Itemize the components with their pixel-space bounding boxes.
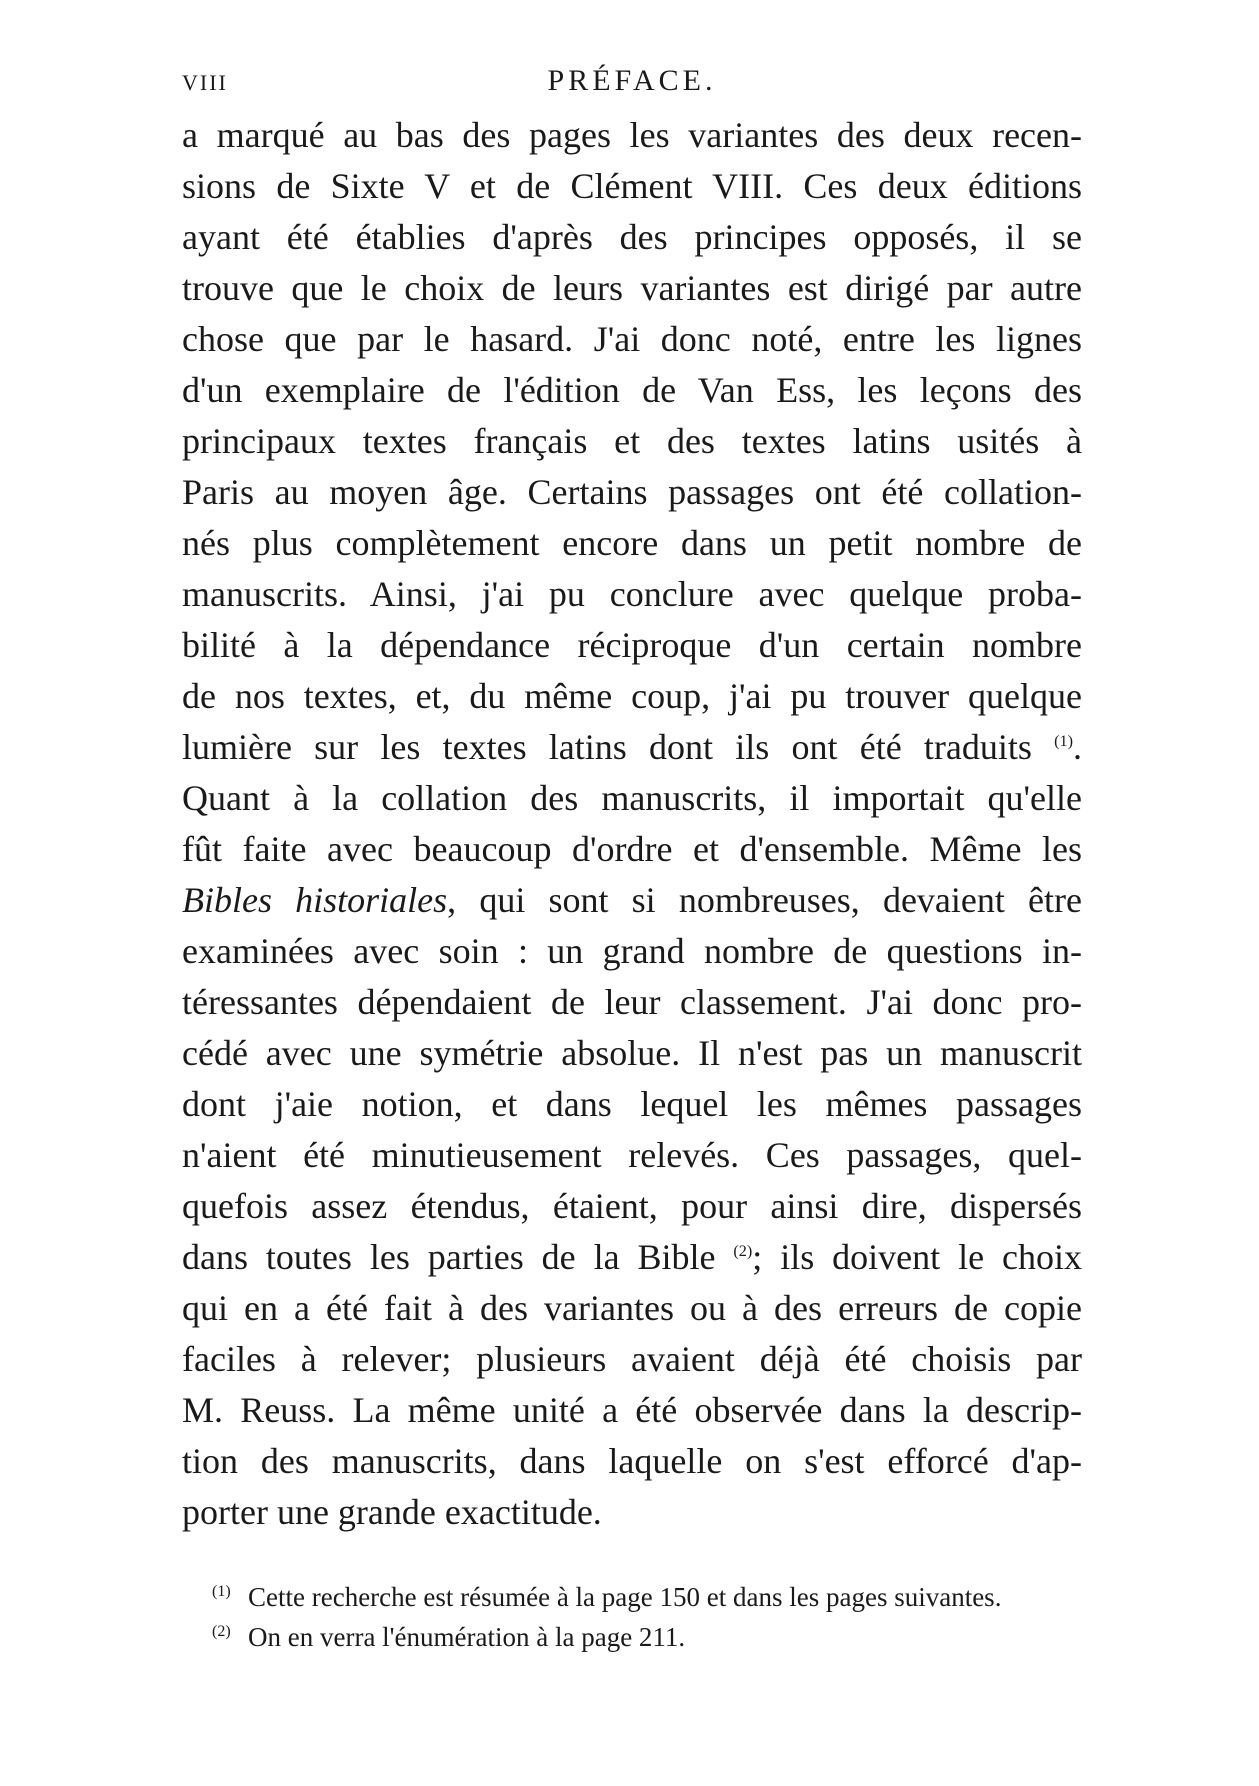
text-line: examinées avec soin : un grand nombre de questions in- xyxy=(182,931,1082,971)
text-segment: ; ils doivent le choix xyxy=(752,1237,1082,1277)
text-line: Quant à la collation des manuscrits, il importait qu'elle xyxy=(182,778,1082,818)
text-line: faciles à relever; plusieurs avaient déjà été choisis par xyxy=(182,1339,1082,1379)
running-head xyxy=(182,64,1082,104)
text-segment: , qui sont si nombreuses, devaient être xyxy=(447,880,1082,920)
running-title: PRÉFACE. xyxy=(547,64,717,97)
text-line: tion des manuscrits, dans laquelle on s'est efforcé d'ap- xyxy=(182,1441,1082,1481)
text-line: quefois assez étendus, étaient, pour ainsi dire, dispersés xyxy=(182,1186,1082,1226)
text-line: cédé avec une symétrie absolue. Il n'est pas un manuscrit xyxy=(182,1033,1082,1073)
text-line: sions de Sixte V et de Clément VIII. Ces deux éditions xyxy=(182,166,1082,206)
text-line: Paris au moyen âge. Certains passages ont été collation- xyxy=(182,472,1082,512)
footnote-mark: (2) xyxy=(212,1623,231,1640)
text-segment: lumière sur les textes latins dont ils ont été traduits xyxy=(182,727,1055,767)
footnote xyxy=(212,1572,1082,1612)
body-text xyxy=(182,110,1082,1538)
text-line: n'aient été minutieusement relevés. Ces passages, quel- xyxy=(182,1135,1082,1175)
text-line: d'un exemplaire de l'édition de Van Ess, les leçons des xyxy=(182,370,1082,410)
footnote-ref-1: (1) xyxy=(1054,732,1073,750)
page-number: VIII xyxy=(182,70,228,95)
text-line: de nos textes, et, du même coup, j'ai pu trouver quelque xyxy=(182,676,1082,716)
footnote xyxy=(212,1612,1082,1652)
footnote-text: On en verra l'énumération à la page 211. xyxy=(248,1622,686,1652)
text-line-with-italic xyxy=(182,875,1082,926)
text-line: nés plus complètement encore dans un petit nombre de xyxy=(182,523,1082,563)
text-line: trouve que le choix de leurs variantes est dirigé par autre xyxy=(182,268,1082,308)
text-line: ayant été établies d'après des principes opposés, il se xyxy=(182,217,1082,257)
footnote-mark: (1) xyxy=(212,1583,231,1600)
footnote-text: Cette recherche est résumée à la page 150 et dans les pages suivantes. xyxy=(248,1582,1002,1612)
text-line: manuscrits. Ainsi, j'ai pu conclure avec quelque proba- xyxy=(182,574,1082,614)
text-line: M. Reuss. La même unité a été observée dans la descrip- xyxy=(182,1390,1082,1430)
text-line: chose que par le hasard. J'ai donc noté, entre les lignes xyxy=(182,319,1082,359)
footnote-ref-2: (2) xyxy=(733,1242,753,1260)
text-segment: . xyxy=(1073,727,1082,767)
text-line: principaux textes français et des textes latins usités à xyxy=(182,421,1082,461)
text-line: téressantes dépendaient de leur classement. J'ai donc pro- xyxy=(182,982,1082,1022)
text-line: bilité à la dépendance réciproque d'un certain nombre xyxy=(182,625,1082,665)
text-line-with-note-ref xyxy=(182,1232,1082,1283)
text-line: a marqué au bas des pages les variantes des deux recen- xyxy=(182,115,1082,155)
italic-title: Bibles historiales xyxy=(182,880,448,920)
text-line: fût faite avec beaucoup d'ordre et d'ensemble. Même les xyxy=(182,829,1082,869)
text-line: dont j'aie notion, et dans lequel les mêmes passages xyxy=(182,1084,1082,1124)
text-segment: dans toutes les parties de la Bible xyxy=(182,1237,734,1277)
text-line: qui en a été fait à des variantes ou à des erreurs de copie xyxy=(182,1288,1082,1328)
footnotes xyxy=(212,1572,1082,1652)
text-line: porter une grande exactitude. xyxy=(182,1492,602,1532)
text-line-with-note-ref xyxy=(182,722,1082,773)
